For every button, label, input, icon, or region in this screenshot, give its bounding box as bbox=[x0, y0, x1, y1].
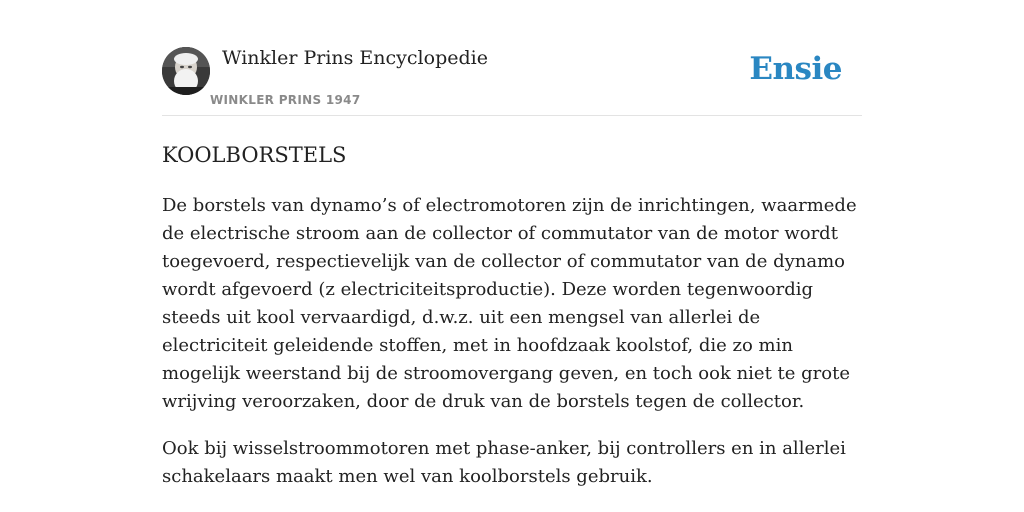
article-title: KOOLBORSTELS bbox=[162, 143, 347, 167]
source-title[interactable]: Winkler Prins Encyclopedie bbox=[222, 47, 488, 69]
author-portrait-icon[interactable] bbox=[162, 47, 210, 95]
article-paragraph: De borstels van dynamo’s of electromotoren zijn de inrichtingen, waarmede de electrische stroom aan de collector of commutator van de motor wordt toegevoerd, respectievelijk van de collector of commutator van de dynamo wordt afgevoerd (z electriciteitsproductie). Deze worden tegenwoordig steeds uit kool vervaardigd, d.w.z. uit een mengsel van allerlei de electriciteit geleidende stoffen, met in hoofdzaak koolstof, die zo min mogelijk weerstand bij de stroomovergang geven, en toch ook niet te grote wrijving veroorzaken, door de druk van de borstels tegen de collector. bbox=[162, 195, 857, 412]
header bbox=[162, 45, 862, 116]
brand-logo[interactable]: Ensie bbox=[749, 51, 842, 87]
source-subtitle[interactable]: WINKLER PRINS 1947 bbox=[210, 93, 361, 107]
article-body bbox=[162, 192, 868, 510]
article-paragraph: Ook bij wisselstroommotoren met phase-anker, bij controllers en in allerlei schakelaars maakt men wel van koolborstels gebruik. bbox=[162, 438, 846, 487]
